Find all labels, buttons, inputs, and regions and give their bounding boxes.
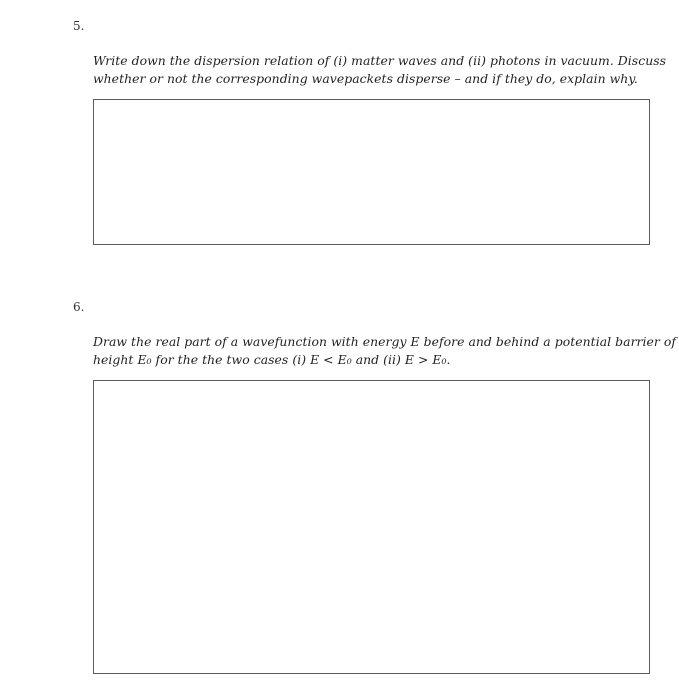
question-6-text [93,333,677,369]
question-5-text-line-1: Write down the dispersion relation of (i) matter waves and (ii) photons in vacuum. Discuss [93,53,667,68]
question-6-number: 6. [73,300,85,314]
question-5-text [93,52,667,88]
question-6-text-line-2: height E₀ for the the two cases (i) E < E₀ and (ii) E > E₀. [93,352,451,367]
question-6-answer-box[interactable] [93,380,650,674]
question-5-text-line-2: whether or not the corresponding wavepackets disperse – and if they do, explain why. [93,71,638,86]
question-6-text-line-1: Draw the real part of a wavefunction with energy E before and behind a potential barrier of [93,334,677,349]
question-5-number: 5. [73,19,85,33]
question-5-answer-box[interactable] [93,99,650,245]
